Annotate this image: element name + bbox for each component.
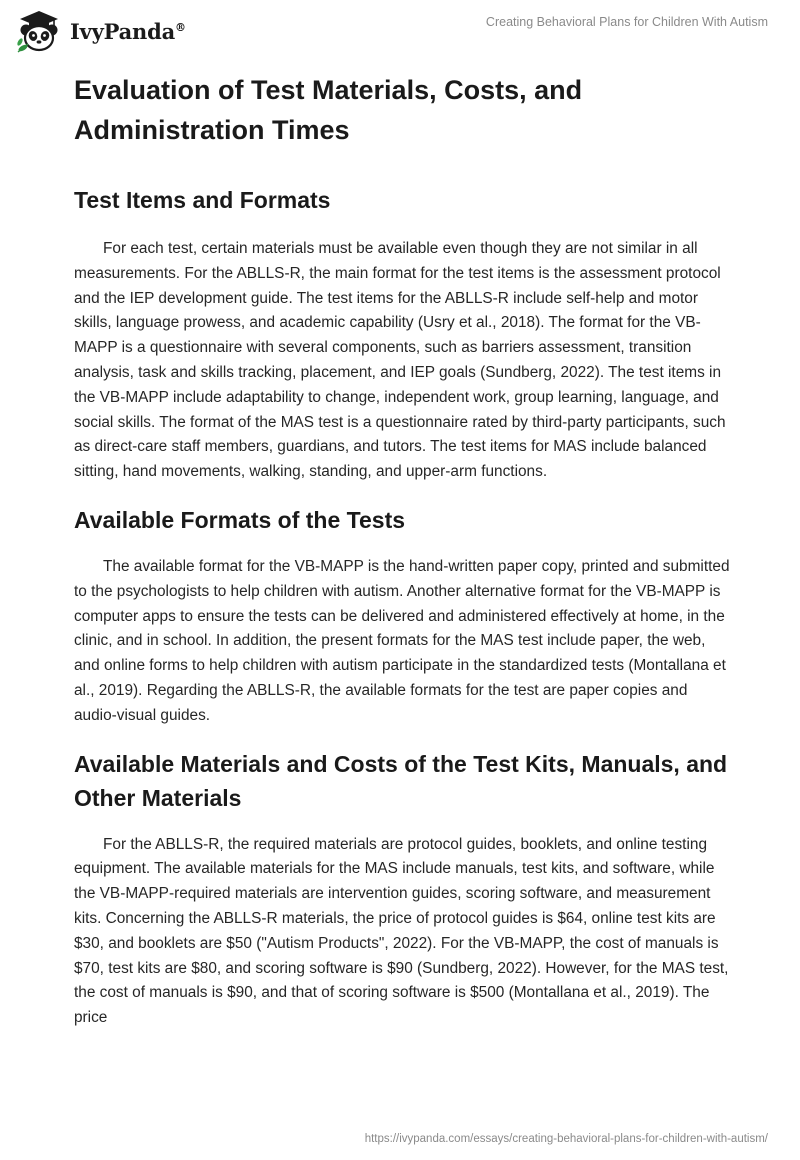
source-url[interactable]: https://ivypanda.com/essays/creating-behavioral-plans-for-children-with-autism/ [364,1133,768,1145]
brand-name: IvyPanda® [70,18,186,44]
ivypanda-logo[interactable] [14,8,186,54]
document-title: Creating Behavioral Plans for Children With Autism [485,15,768,29]
panda-graduate-icon [14,8,64,54]
section-paragraph: The available format for the VB-MAPP is the hand-written paper copy, printed and submitted to the psychologists to help children with autism. Another alternative format for the VB-MAPP is computer apps to ensure the tests can be delivered and administered effectively at home, in the clinic, and in school. In addition, the present formats for the MAS test include paper, the web, and online forms to help children with autism participate in the standardized tests (Montallana et al., 2019). Regarding the ABLLS-R, the available formats for the test are paper copies and audio-visual guides. [74,557,730,724]
page-title: Evaluation of Test Materials, Costs, and Administration Times [74,75,583,145]
section-heading: Test Items and Formats [74,187,331,213]
section-heading: Available Materials and Costs of the Test Kits, Manuals, and Other Materials [74,750,728,811]
section-heading: Available Formats of the Tests [74,506,406,533]
section-paragraph: For each test, certain materials must be available even though they are not similar in all measurements. For the ABLLS-R, the main format for the test items is the assessment protocol and the IEP development guide. The test items for the ABLLS-R include self-help and motor skills, language prowess, and academic capability (Usry et al., 2018). The format for the VB-MAPP is a questionnaire with several components, such as barriers assessment, transition analysis, task and skills tracking, placement, and IEP goals (Sundberg, 2022). The test items in the VB-MAPP include adaptability to change, independent work, group learning, language, and social skills. The format of the MAS test is a questionnaire rated by third-party participants, such as direct-care staff members, guardians, and tutors. The test items for MAS include balanced sitting, hand movements, walking, standing, and upper-arm functions. [74,240,726,481]
section-paragraph: For the ABLLS-R, the required materials are protocol guides, booklets, and online testing equipment. The available materials for the MAS include manuals, test kits, and software, while the VB-MAPP-required materials are intervention guides, scoring software, and measurement kits. Concerning the ABLLS-R materials, the price of protocol guides is $64, online test kits are $30, and booklets are $50 ("Autism Products", 2022). For the VB-MAPP, the cost of manuals is $70, test kits are $80, and scoring software is $90 (Sundberg, 2022). However, for the MAS test, the cost of manuals is $90, and that of scoring software is $500 (Montallana et al., 2019). The price [74,835,729,1027]
page-header [0,0,800,60]
article [74,70,734,1031]
